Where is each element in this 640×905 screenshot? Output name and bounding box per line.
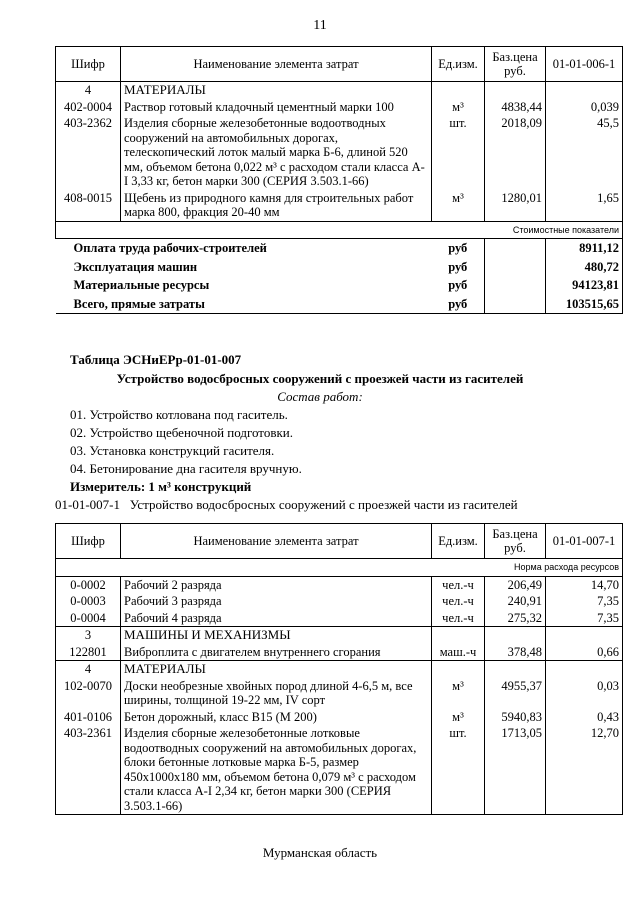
header-norm-code: 01-01-006-1 — [546, 47, 623, 82]
section-number: 3 — [56, 627, 121, 644]
work-item: 01. Устройство котлована под гаситель. — [70, 407, 288, 422]
row-price: 206,49 — [485, 576, 546, 593]
work-item: 03. Установка конструкций гасителя. — [70, 443, 275, 458]
table-row — [56, 99, 623, 116]
total-row — [56, 258, 623, 277]
row-value: 1,65 — [546, 190, 623, 222]
total-row — [56, 239, 623, 258]
total-unit: руб — [448, 259, 468, 274]
total-label: Эксплуатация машин — [73, 259, 198, 274]
total-spacer — [485, 258, 546, 277]
row-unit: м³ — [432, 678, 485, 709]
header-price: Баз.цена руб. — [485, 524, 546, 559]
row-value: 0,66 — [546, 644, 623, 661]
total-value: 103515,65 — [546, 295, 623, 314]
row-price: 1713,05 — [485, 725, 546, 815]
row-name: Доски необрезные хвойных пород длиной 4-6,5 м, все ширины, толщиной 19-22 мм, IV сорт — [121, 678, 432, 709]
row-price: 275,32 — [485, 610, 546, 627]
header-name: Наименование элемента затрат — [121, 47, 432, 82]
total-unit: руб — [448, 278, 468, 292]
table-row — [56, 644, 623, 661]
row-code: 122801 — [56, 644, 121, 661]
row-value: 45,5 — [546, 115, 623, 190]
total-row — [56, 276, 623, 295]
norm-label: Норма расхода ресурсов — [56, 559, 623, 577]
total-label: Всего, прямые затраты — [56, 295, 432, 314]
total-label: Оплата труда рабочих-строителей — [73, 241, 267, 255]
row-name: Изделия сборные железобетонные водоотводных сооружений на автомобильных дорогах, телескопический лоток малый марка Б-6, длиной 520 мм, объемом бетона 0,022 м³ с расходом стали класса А-I 3,33 кг, бетон марки 300 (СЕРИЯ 3.503.1-66) — [121, 115, 432, 190]
section-number: 4 — [56, 82, 121, 99]
table-row — [56, 593, 623, 610]
row-code: 102-0070 — [56, 678, 121, 709]
row-name: Рабочий 3 разряда — [121, 593, 432, 610]
row-code: 402-0004 — [56, 99, 121, 116]
table-row — [56, 678, 623, 709]
header-unit: Ед.изм. — [432, 47, 485, 82]
row-code: 403-2361 — [56, 725, 121, 815]
section-number: 4 — [56, 661, 121, 678]
section-title: МАТЕРИАЛЫ — [121, 82, 432, 99]
header-code: Шифр — [56, 524, 121, 559]
row-value: 0,43 — [546, 709, 623, 726]
row-code: 0-0004 — [56, 610, 121, 627]
total-spacer — [485, 239, 546, 258]
row-code: 401-0106 — [56, 709, 121, 726]
table-row — [56, 115, 623, 190]
row-name: Виброплита с двигателем внутреннего сгорания — [121, 644, 432, 661]
row-price: 4955,37 — [485, 678, 546, 709]
header-norm-code: 01-01-007-1 — [546, 524, 623, 559]
meter-line: Измеритель: 1 м³ конструкций — [70, 479, 252, 494]
table-title: Таблица ЭСНиЕРр-01-01-007 — [70, 352, 242, 367]
row-unit: шт. — [432, 115, 485, 190]
resource-table-006 — [55, 46, 623, 314]
works-title: Состав работ: — [277, 389, 363, 404]
total-spacer — [485, 295, 546, 314]
row-price: 378,48 — [485, 644, 546, 661]
row-price: 5940,83 — [485, 709, 546, 726]
row-name: Раствор готовый кладочный цементный марки 100 — [121, 99, 432, 116]
section-title: МАТЕРИАЛЫ — [121, 661, 432, 678]
table-row — [56, 576, 623, 593]
row-unit: м³ — [432, 709, 485, 726]
row-value: 7,35 — [546, 593, 623, 610]
table-row — [56, 610, 623, 627]
total-unit: руб — [432, 295, 485, 314]
row-unit: м³ — [432, 190, 485, 222]
section-title: МАШИНЫ И МЕХАНИЗМЫ — [121, 627, 432, 644]
row-name: Бетон дорожный, класс В15 (М 200) — [121, 709, 432, 726]
row-value: 0,039 — [546, 99, 623, 116]
header-price: Баз.цена руб. — [485, 47, 546, 82]
row-value: 14,70 — [546, 576, 623, 593]
row-unit: маш.-ч — [432, 644, 485, 661]
table-row — [56, 190, 623, 222]
work-item: 04. Бетонирование дна гасителя вручную. — [70, 461, 302, 476]
row-value: 7,35 — [546, 610, 623, 627]
page-number: 11 — [313, 18, 327, 33]
row-code: 403-2362 — [56, 115, 121, 190]
total-value: 8911,12 — [546, 239, 623, 258]
row-unit: чел.-ч — [432, 593, 485, 610]
total-label: Материальные ресурсы — [73, 278, 210, 292]
row-name: Рабочий 2 разряда — [121, 576, 432, 593]
row-unit: шт. — [432, 725, 485, 815]
row-unit: чел.-ч — [432, 576, 485, 593]
row-name: Щебень из природного камня для строительных работ марка 800, фракция 20-40 мм — [121, 190, 432, 222]
total-row — [56, 295, 623, 314]
total-unit: руб — [448, 241, 468, 255]
total-value: 480,72 — [546, 258, 623, 277]
work-item: 02. Устройство щебеночной подготовки. — [70, 425, 293, 440]
row-value: 0,03 — [546, 678, 623, 709]
row-price: 2018,09 — [485, 115, 546, 190]
resource-table-007 — [55, 523, 623, 815]
row-code: 408-0015 — [56, 190, 121, 222]
header-name: Наименование элемента затрат — [121, 524, 432, 559]
row-value: 12,70 — [546, 725, 623, 815]
footer-region: Мурманская область — [262, 845, 378, 860]
row-name: Рабочий 4 разряда — [121, 610, 432, 627]
row-price: 1280,01 — [485, 190, 546, 222]
row-unit: м³ — [432, 99, 485, 116]
header-code: Шифр — [56, 47, 121, 82]
table-row — [56, 725, 623, 815]
norm-line: 01-01-007-1 Устройство водосбросных сооружений с проезжей части из гасителей — [55, 497, 518, 512]
row-unit: чел.-ч — [432, 610, 485, 627]
row-price: 240,91 — [485, 593, 546, 610]
row-code: 0-0003 — [56, 593, 121, 610]
total-value: 94123,81 — [546, 276, 623, 295]
row-price: 4838,44 — [485, 99, 546, 116]
table-row — [56, 709, 623, 726]
total-spacer — [485, 276, 546, 295]
table-subtitle: Устройство водосбросных сооружений с проезжей части из гасителей — [116, 371, 524, 386]
indicators-label: Стоимостные показатели — [56, 221, 623, 239]
row-code: 0-0002 — [56, 576, 121, 593]
row-name: Изделия сборные железобетонные лотковые водоотводных сооружений на автомобильных дорогах, блоки бетонные лотковые марка Б-5, размер 450х1000х180 мм, объемом бетона 0,079 м³ с расходом стали класса А-I 2,34 кг, бетон марки 300 (СЕРИЯ 3.503.1-66) — [121, 725, 432, 815]
header-unit: Ед.изм. — [432, 524, 485, 559]
